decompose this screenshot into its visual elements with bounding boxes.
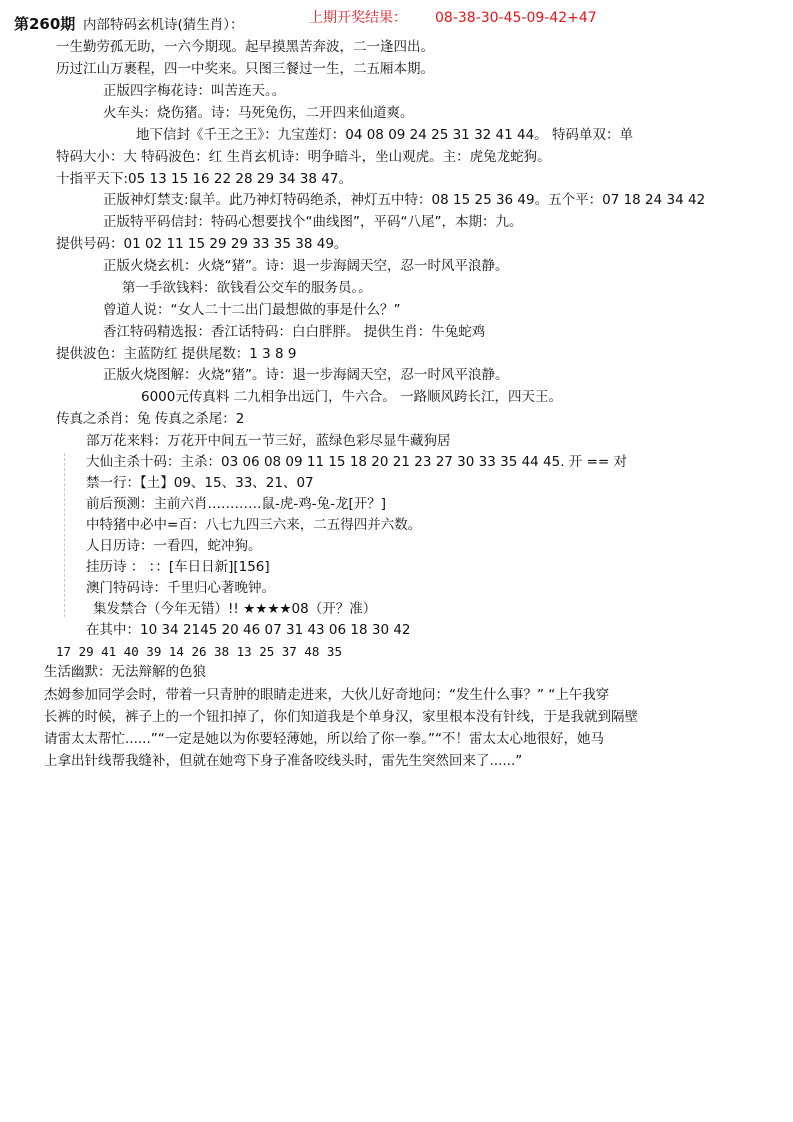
humor-paragraph-line-2: 长裤的时候，裤子上的一个钮扣掉了，你们知道我是个单身汉，家里根本没有针线，于是我就到隔壁 <box>44 709 638 725</box>
last-result-numbers: 08-38-30-45-09-42+47 <box>435 10 597 26</box>
xiangjiang-line: 香江特码精选报：香江话特码：白白胖胖。 提供生肖：牛兔蛇鸡 <box>103 324 486 340</box>
humor-paragraph-line-4: 上拿出针线帮我缝补，但就在她弯下身子准备咬线头时，雷先生突然回来了......” <box>44 753 523 769</box>
divider-line <box>64 453 65 617</box>
ten-fingers-line: 十指平天下:05 13 15 16 22 28 29 34 38 47。 <box>56 171 352 187</box>
plum-blossom-poem: 正版四字梅花诗：叫苦连天。。 <box>103 83 286 99</box>
special-envelope-line: 正版特平码信封：特码心想要找个“曲线图”，平码“八尾”，本期：九。 <box>103 214 523 230</box>
pig-special-line: 中特猪中必中=百：八七九四三六来，二五得四并六数。 <box>86 517 422 533</box>
fire-mystery-line: 正版火烧玄机：火烧“猪”。诗：退一步海阔天空，忍一时风平浪静。 <box>103 258 509 274</box>
magic-lamp-line: 正版神灯禁支:鼠羊。此乃神灯特码绝杀，神灯五中特：08 15 25 36 49。五个平：07 18 24 34 42 <box>103 192 706 208</box>
among-them-line: 在其中：10 34 2145 20 46 07 31 43 06 18 30 42 <box>86 622 411 638</box>
taoist-says-line: 曾道人说：“女人二十二出门最想做的事是什么？” <box>103 302 401 318</box>
humor-paragraph-line-3: 请雷太太帮忙......”“一定是她以为你要轻薄她，所以给了你一拳。”“不！雷太太心地很好，她马 <box>44 731 604 747</box>
calendar-poem-line: 人日历诗：一看四，蛇冲狗。 <box>86 538 262 554</box>
fire-diagram-line: 正版火烧图解：火烧“猪”。诗：退一步海阔天空，忍一时风平浪静。 <box>103 367 509 383</box>
poem-line-2: 历过江山万裹程，四一中奖来。只图三餐过一生，二五厢本期。 <box>56 61 434 77</box>
flower-material-line: 部万花来料：万花开中间五一节三好，蓝绿色彩尽显牛藏狗居 <box>86 433 451 449</box>
fax-material-line: 6000元传真料 二九相争出远门，牛六合。 一路顺风跨长江，四天王。 <box>141 389 562 405</box>
provided-color-line: 提供波色：主蓝防红 提供尾数：1 3 8 9 <box>56 346 297 362</box>
fax-kill-line: 传真之杀肖：兔 传真之杀尾：2 <box>56 411 245 427</box>
macau-poem-line: 澳门特码诗：千里归心著晚钟。 <box>86 580 275 596</box>
wall-calendar-line: 挂历诗 ： ：：[车日日新][156] <box>86 559 270 575</box>
poem-title: 内部特码玄机诗(猜生肖）： <box>83 17 244 33</box>
special-size-line: 特码大小：大 特码波色：红 生肖玄机诗：明争暗斗，坐山观虎。主：虎兔龙蛇狗。 <box>56 149 551 165</box>
first-hand-line: 第一手欲钱料：欲钱看公交车的服务员。。 <box>122 280 372 296</box>
forbidden-row-line: 禁一行：【土】09、15、33、21、07 <box>86 475 314 491</box>
underground-envelope-line: 地下信封《千王之王》：九宝莲灯：04 08 09 24 25 31 32 41 44。 特码单双：单 <box>136 127 633 143</box>
humor-title: 生活幽默：无法辩解的色狼 <box>44 664 206 680</box>
provided-numbers-line: 提供号码：01 02 11 15 29 29 33 35 38 49。 <box>56 236 348 252</box>
humor-paragraph-line-1: 杰姆参加同学会时，带着一只青肿的眼睛走进来，大伙儿好奇地问：“发生什么事？” “上午我穿 <box>44 687 610 703</box>
last-result-label: 上期开奖结果： <box>309 10 407 26</box>
collection-line: 集发禁合（今年无错）!! ★★★★08（开？准） <box>93 601 377 617</box>
train-head-line: 火车头：烧伤猪。诗：马死兔伤，二开四来仙道爽。 <box>103 105 414 121</box>
poem-line-1: 一生勤劳孤无助，一六今期现。起早摸黑苦奔波，二一逢四出。 <box>56 39 434 55</box>
issue-number: 第260期 <box>14 15 76 33</box>
prediction-line: 前后预测：主前六肖…………鼠-虎-鸡-兔-龙[开？] <box>86 496 387 512</box>
numbers-continued-line: 17 29 41 40 39 14 26 38 13 25 37 48 35 <box>56 644 342 659</box>
master-kill-line: 大仙主杀十码：主杀：03 06 08 09 11 15 18 20 21 23 27 30 33 35 44 45. 开 == 对 <box>86 454 628 470</box>
